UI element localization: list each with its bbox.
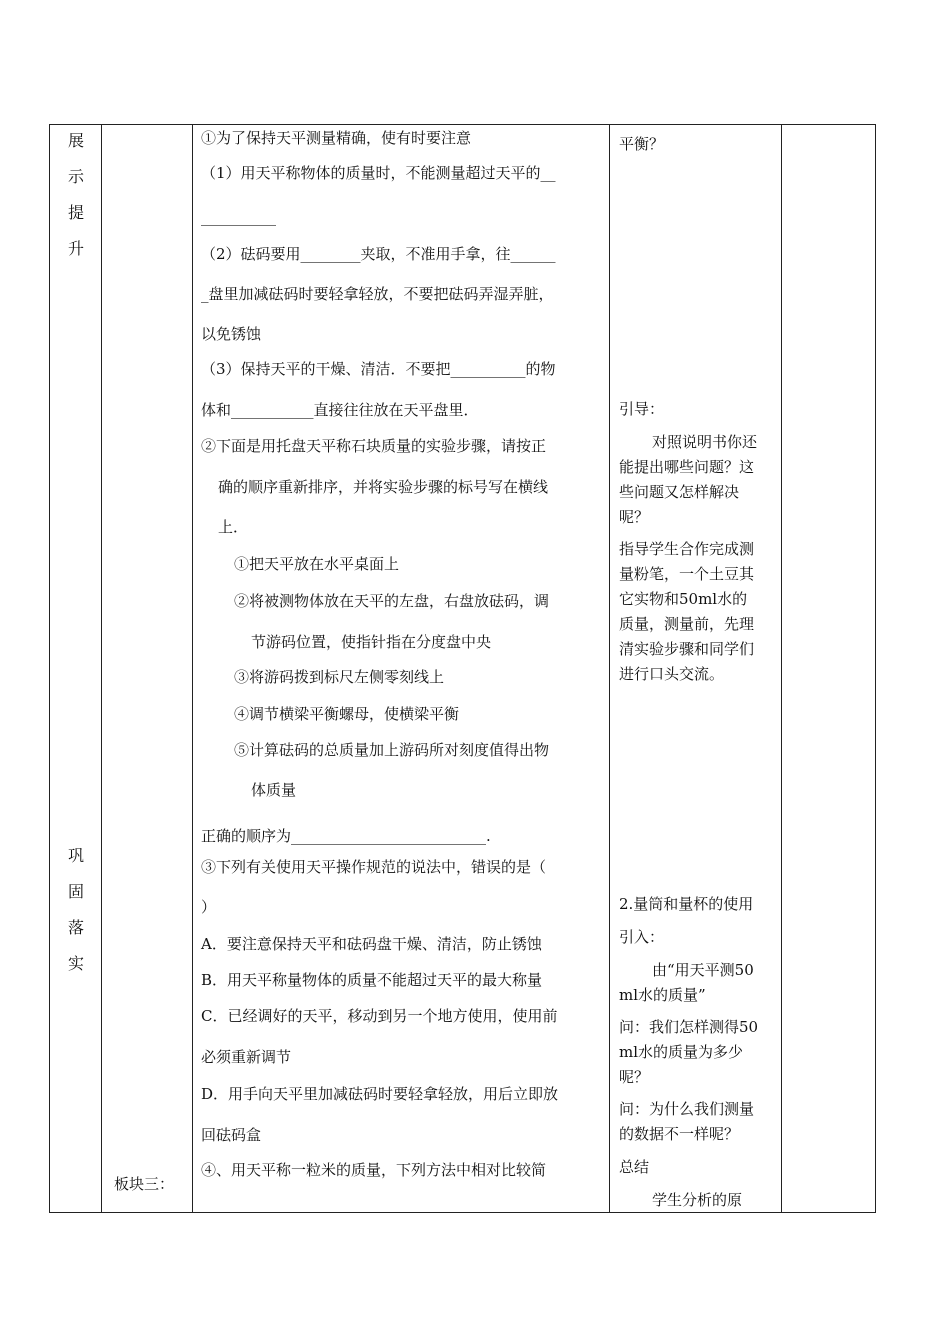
option-a: A．要注意保持天平和砝码盘干燥、清洁，防止锈蚀 xyxy=(201,935,542,953)
step-item: ②将被测物体放在天平的左盘，右盘放砝码，调 xyxy=(234,592,550,610)
step-item: ①把天平放在水平桌面上 xyxy=(234,555,400,573)
guidance-text: 平衡？ xyxy=(619,135,665,153)
heading-char: 固 xyxy=(67,882,84,901)
question-2-text: 上． xyxy=(218,518,249,536)
question-1-text: （1）用天平称物体的质量时，不能测量超过天平的__ xyxy=(201,164,556,182)
guidance-text: 学生分析的原 xyxy=(652,1191,743,1209)
guidance-text: 呢？ xyxy=(619,1068,650,1086)
guidance-text: 质量，测量前，先理 xyxy=(619,615,755,633)
question-1-text: （3）保持天平的干燥、清洁．不要把__________的物 xyxy=(201,360,556,378)
guidance-text: 清实验步骤和同学们 xyxy=(619,640,755,658)
column-divider xyxy=(192,125,193,1212)
question-2-text: 确的顺序重新排序，并将实验步骤的标号写在横线 xyxy=(218,478,549,496)
guidance-text: 问：我们怎样测得50 xyxy=(619,1018,759,1036)
guidance-text: 些问题又怎样解决 xyxy=(619,483,740,501)
guidance-text: 指导学生合作完成测 xyxy=(619,540,755,558)
question-1: ①为了保持天平测量精确，使有时要注意 xyxy=(201,129,472,147)
step-item: ③将游码拨到标尺左侧零刻线上 xyxy=(234,668,445,686)
question-2: ②下面是用托盘天平称石块质量的实验步骤，请按正 xyxy=(201,437,547,455)
block-label: 板块三： xyxy=(114,1175,175,1193)
option-d: 回砝码盒 xyxy=(201,1126,262,1144)
option-c: 必须重新调节 xyxy=(201,1048,292,1066)
option-d: D．用手向天平里加减砝码时要轻拿轻放，用后立即放 xyxy=(201,1085,559,1103)
question-1-text: 体和___________直接往往放在天平盘里． xyxy=(201,401,479,419)
question-1-text: 以免锈蚀 xyxy=(201,325,262,343)
guidance-text: 呢？ xyxy=(619,508,650,526)
step-item: 节游码位置，使指针指在分度盘中央 xyxy=(251,633,492,651)
column-divider xyxy=(101,125,102,1212)
heading-char: 展 xyxy=(67,131,84,150)
guidance-text: 量粉笔，一个土豆其 xyxy=(619,565,755,583)
question-3: ③下列有关使用天平操作规范的说法中，错误的是（ xyxy=(201,858,547,876)
guidance-text: ml水的质量为多少 xyxy=(619,1043,744,1061)
guidance-text: 的数据不一样呢？ xyxy=(619,1125,740,1143)
question-1-text: __________ xyxy=(201,208,276,226)
heading-char: 实 xyxy=(67,954,84,973)
question-1-text: _盘里加减砝码时要轻拿轻放，不要把砝码弄湿弄脏， xyxy=(201,285,554,303)
guidance-text: 问：为什么我们测量 xyxy=(619,1100,755,1118)
heading-char: 提 xyxy=(67,203,84,222)
guidance-text: 对照说明书你还 xyxy=(652,433,758,451)
heading-char: 升 xyxy=(67,239,84,258)
heading-char: 落 xyxy=(67,918,84,937)
question-3-text: ） xyxy=(201,898,217,916)
question-1-text: （2）砝码要用________夹取，不准用手拿，往______ xyxy=(201,245,556,263)
guidance-text: 它实物和50ml水的 xyxy=(619,590,748,608)
option-c: C．已经调好的天平，移动到另一个地方使用，使用前 xyxy=(201,1007,558,1025)
guidance-heading: 引导： xyxy=(619,400,665,418)
order-answer-line: 正确的顺序为__________________________. xyxy=(201,827,491,845)
heading-char: 巩 xyxy=(67,846,84,865)
column-divider xyxy=(781,125,782,1212)
guidance-text: 能提出哪些问题？这 xyxy=(619,458,755,476)
heading-char: 示 xyxy=(67,167,84,186)
guidance-text: ml水的质量” xyxy=(619,986,706,1004)
guidance-heading: 总结 xyxy=(619,1158,650,1176)
step-item: 体质量 xyxy=(251,781,297,799)
column-divider xyxy=(609,125,610,1212)
guidance-text: 进行口头交流。 xyxy=(619,665,725,683)
question-4: ④、用天平称一粒米的质量，下列方法中相对比较简 xyxy=(201,1161,547,1179)
guidance-heading: 2.量筒和量杯的使用 xyxy=(619,895,754,913)
guidance-heading: 引入： xyxy=(619,928,665,946)
step-item: ⑤计算砝码的总质量加上游码所对刻度值得出物 xyxy=(234,741,550,759)
guidance-text: 由“用天平测50 xyxy=(652,961,754,979)
step-item: ④调节横梁平衡螺母，使横梁平衡 xyxy=(234,705,460,723)
option-b: B．用天平称量物体的质量不能超过天平的最大称量 xyxy=(201,971,543,989)
